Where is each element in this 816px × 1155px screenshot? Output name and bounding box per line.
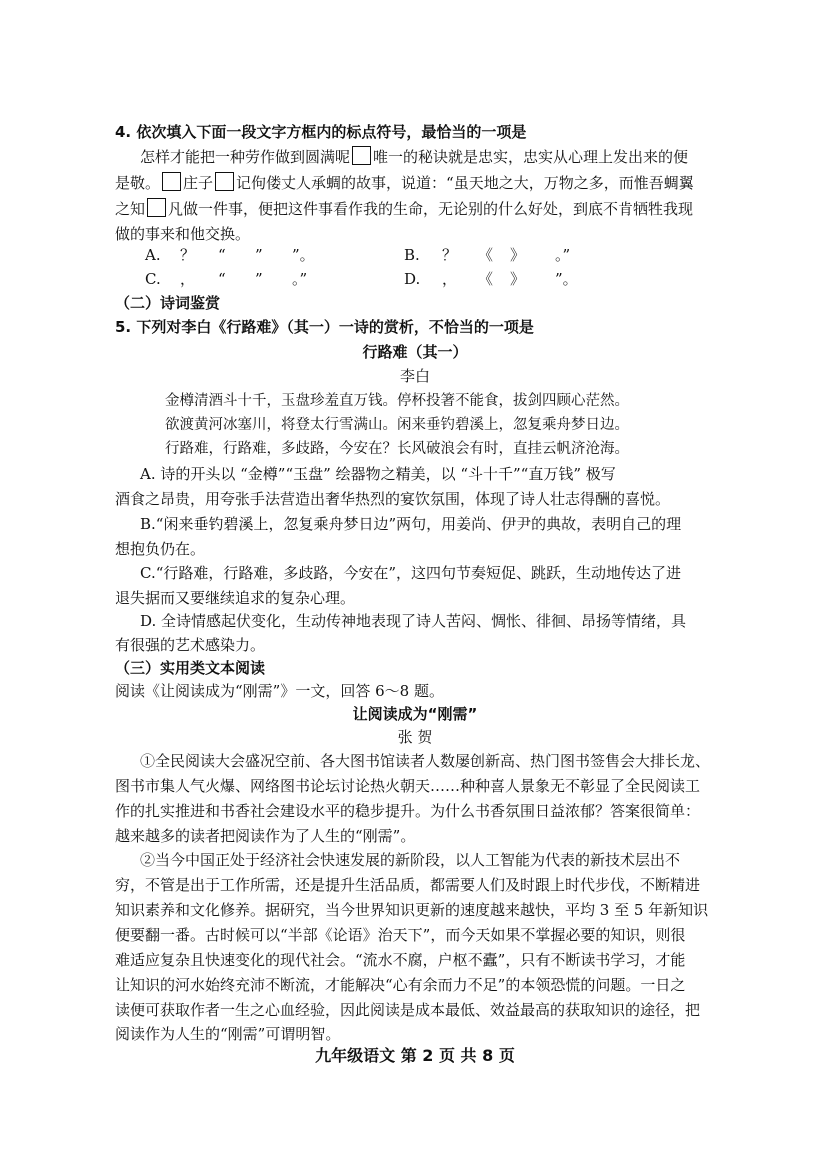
option-label: C. (145, 270, 161, 288)
poem-line-1: 金樽清酒斗十千，玉盘珍羞直万钱。停杯投箸不能食，拔剑四顾心茫然。 (165, 393, 629, 409)
article-author: 张 贺 (397, 728, 433, 746)
q5-option-a-line-2: 酒食之昂贵，用夸张手法营造出奢华热烈的宴饮氛围，体现了诗人壮志得酬的喜悦。 (115, 490, 671, 508)
article-p2-line: 知识素养和文化修养。据研究，当今世界知识更新的速度越来越快，平均 3 至 5 年新知识 (115, 901, 709, 919)
q5-option-b-line-2: 想抱负仍在。 (115, 540, 206, 558)
article-title: 让阅读成为“刚需” (352, 705, 478, 723)
option-mark: ”。 (555, 270, 578, 288)
poem-line-2: 欲渡黄河冰塞川，将登太行雪满山。闲来垂钓碧溪上，忽复乘舟梦日边。 (165, 417, 629, 433)
article-p2-line: 让知识的河水始终充沛不断流，才能解决“心有余而力不足”的本领恐慌的问题。一日之 (115, 976, 686, 994)
blank-box-3 (215, 172, 234, 191)
article-p2-line: 穷，不管是出于工作所需，还是提升生活品质，都需要人们及时跟上时代步伐，不断精进 (115, 876, 701, 894)
option-mark: ， (442, 270, 458, 288)
option-mark: 。” (292, 270, 308, 288)
q4-passage-line-4: 做的事来和他交换。 (115, 225, 251, 243)
option-label: D. (404, 270, 421, 288)
blank-box-4 (147, 198, 166, 217)
q4-passage-line-3: 之知 凡做一件事，便把这件事看作我的生命，无论别的什么好处，到底不肯牺牲我现 (115, 200, 694, 218)
article-p2-line: 阅读作为人生的“刚需”可谓明智。 (115, 1025, 341, 1043)
option-mark: ？ (442, 246, 458, 264)
q5-option-c-line-1: C.“行路难，行路难，多歧路，今安在”，这四句节奏短促、跳跃，生动地传达了进 (140, 564, 682, 582)
q5-option-b-line-1: B.“闲来垂钓碧溪上，忽复乘舟梦日边”两句，用姜尚、伊尹的典故，表明自己的理 (140, 515, 682, 533)
q4-passage-line-1: 怎样才能把一种劳作做到圆满呢 唯一的秘诀就是忠实，忠实从心理上发出来的便 (140, 148, 689, 166)
article-p2-line: 读便可获取作者一生之心血经验，因此阅读是成本最低、效益最高的获取知识的途径，把 (115, 1001, 701, 1019)
option-mark: ” (255, 246, 263, 264)
option-mark: “ (218, 270, 226, 288)
blank-box-2 (162, 172, 181, 191)
poem-author: 李白 (399, 367, 430, 385)
page-footer: 九年级语文 第 2 页 共 8 页 (315, 1046, 515, 1065)
article-p1-line: 图书市集人气火爆、网络图书论坛讨论热火朝天……种种喜人景象无不彰显了全民阅读工 (115, 777, 701, 795)
q5-option-a-line-1: A. 诗的开头以 “金樽”“玉盘” 绘器物之精美，以 “斗十千”“直万钱” 极写 (140, 465, 616, 483)
article-p2-line: 便要翻一番。古时候可以“半部《论语》治天下”，而今天如果不掌握必要的知识，则很 (115, 926, 686, 944)
article-p2-line: ②当今中国正处于经济社会快速发展的新阶段，以人工智能为代表的新技术层出不 (140, 851, 681, 869)
article-p1-line: ①全民阅读大会盛况空前、各大图书馆读者人数屡创新高、热门图书签售会大排长龙、 (140, 752, 711, 770)
reading-intro: 阅读《让阅读成为“刚需”》一文，回答 6～8 题。 (115, 682, 444, 700)
option-label: A. (145, 246, 161, 264)
poem-title: 行路难（其一） (362, 343, 468, 361)
poem-line-3: 行路难，行路难，多歧路，今安在？长风破浪会有时，直挂云帆济沧海。 (165, 441, 629, 457)
q5-title: 5. 下列对李白《行路难》（其一）一诗的赏析，不恰当的一项是 (115, 318, 534, 336)
q4-title: 4. 依次填入下面一段文字方框内的标点符号，最恰当的一项是 (115, 123, 527, 141)
option-mark: ” (255, 270, 263, 288)
option-mark: 《 (478, 270, 494, 288)
section-2-heading: （二）诗词鉴赏 (115, 294, 221, 312)
section-3-heading: （三）实用类文本阅读 (115, 659, 266, 677)
option-mark: 》 (510, 270, 526, 288)
q5-option-d-line-2: 有很强的艺术感染力。 (115, 636, 266, 654)
option-mark: “ (218, 246, 226, 264)
option-mark: ， (180, 270, 196, 288)
option-mark: 》 (510, 246, 526, 264)
option-mark: 。” (555, 246, 571, 264)
q5-option-d-line-1: D. 全诗情感起伏变化，生动传神地表现了诗人苦闷、惆怅、徘徊、昂扬等情绪，具 (140, 612, 687, 630)
blank-box-1 (352, 146, 371, 165)
option-mark: 《 (478, 246, 494, 264)
q5-option-c-line-2: 退失据而又要继续追求的复杂心理。 (115, 589, 356, 607)
option-label: B. (404, 246, 420, 264)
option-mark: ”。 (292, 246, 315, 264)
q4-passage-line-2: 是敬。 庄子 记佝偻丈人承蜩的故事，说道：“虽天地之大，万物之多，而惟吾蜩翼 (115, 174, 694, 192)
article-p2-line: 难适应复杂且快速变化的现代社会。“流水不腐，户枢不蠹”，只有不断读书学习，才能 (115, 951, 686, 969)
article-p1-line: 作的扎实推进和书香社会建设水平的稳步提升。为什么书香氛围日益浓郁？答案很简单： (115, 802, 701, 820)
article-p1-line: 越来越多的读者把阅读作为了人生的“刚需”。 (115, 827, 416, 845)
option-mark: ？ (180, 246, 196, 264)
